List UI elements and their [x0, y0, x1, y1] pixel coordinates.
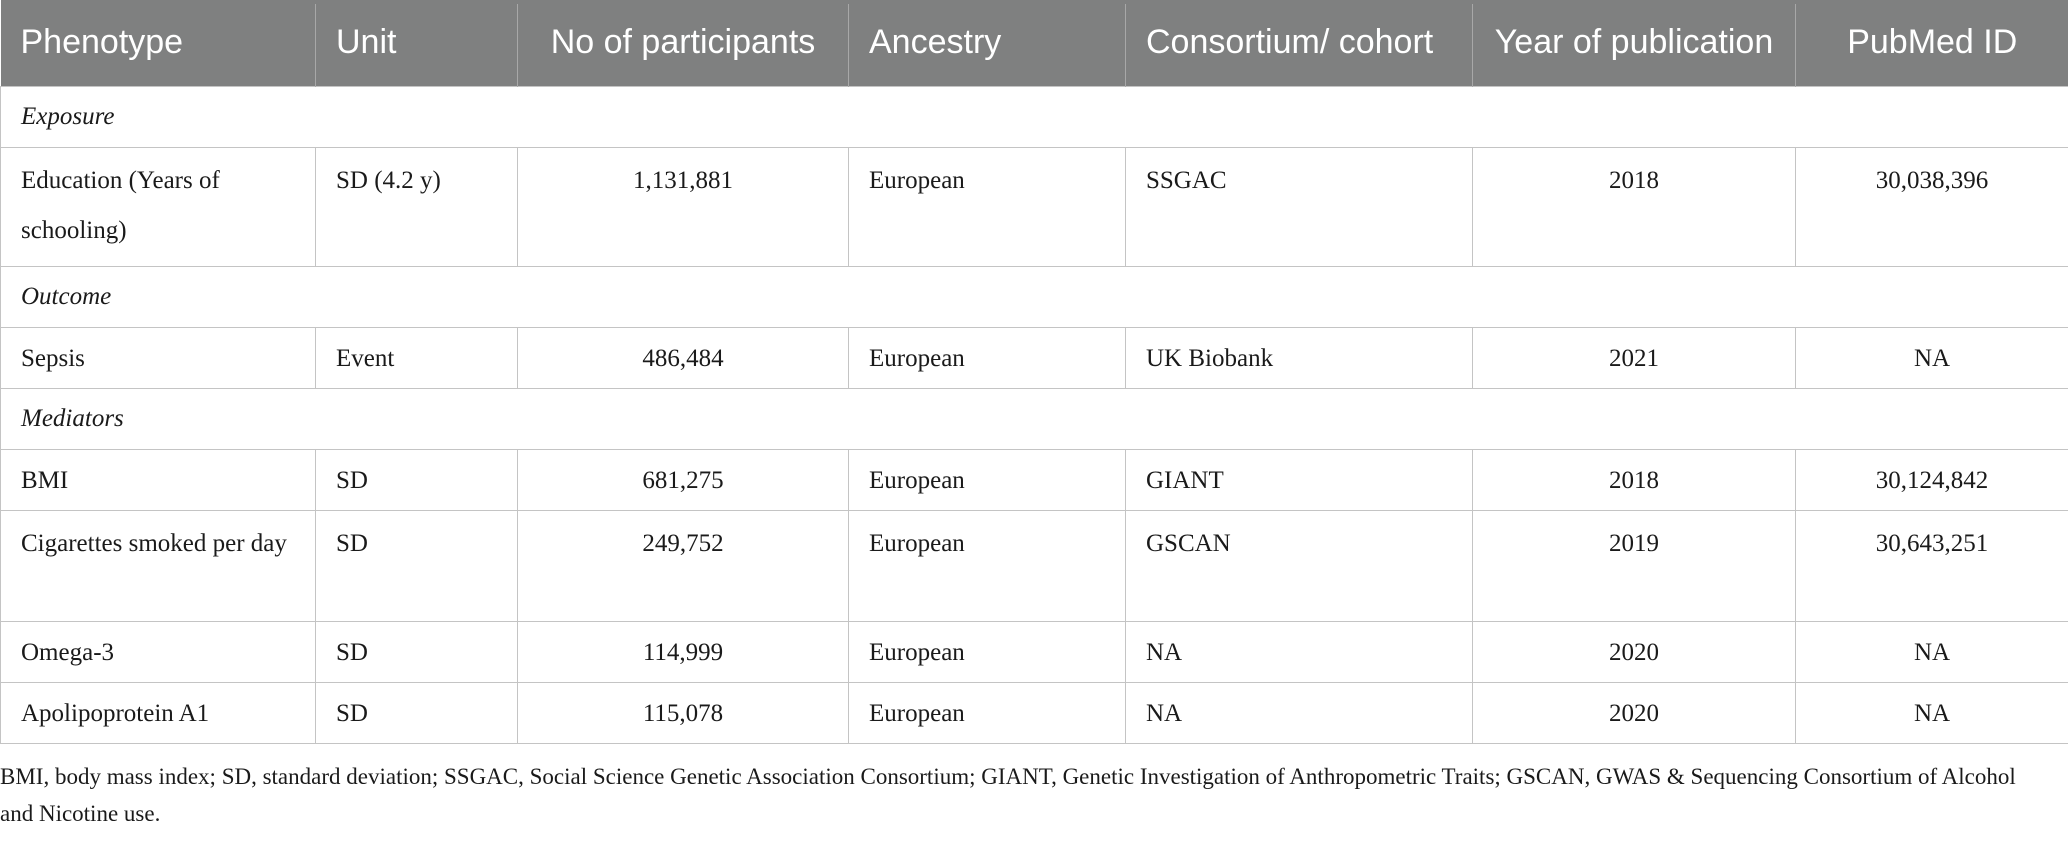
- header-pubmed: PubMed ID: [1796, 2, 2068, 86]
- header-consortium: Consortium/ cohort: [1126, 2, 1473, 86]
- cell-pubmed: NA: [1796, 327, 2068, 388]
- cell-consortium: NA: [1126, 621, 1473, 682]
- table-row: [1, 682, 2068, 743]
- cell-pubmed: 30,038,396: [1796, 147, 2068, 266]
- header-ancestry: Ancestry: [849, 2, 1126, 86]
- cell-pubmed: 30,124,842: [1796, 449, 2068, 510]
- cell-phenotype: Apolipoprotein A1: [1, 682, 316, 743]
- cell-consortium: GIANT: [1126, 449, 1473, 510]
- cell-pubmed: NA: [1796, 682, 2068, 743]
- cell-year: 2019: [1473, 510, 1796, 621]
- section-title: Exposure: [1, 86, 2068, 147]
- header-row: [1, 2, 2068, 86]
- section-row-exposure: [1, 86, 2068, 147]
- header-year: Year of publication: [1473, 2, 1796, 86]
- cell-year: 2020: [1473, 682, 1796, 743]
- cell-participants: 1,131,881: [518, 147, 849, 266]
- header-unit: Unit: [316, 2, 518, 86]
- section-row-mediators: [1, 388, 2068, 449]
- cell-pubmed: NA: [1796, 621, 2068, 682]
- section-row-outcome: [1, 266, 2068, 327]
- table-footnote: BMI, body mass index; SD, standard deviation; SSGAC, Social Science Genetic Association Consortium; GIANT, Genetic Investigation of Anthropometric Traits; GSCAN, GWAS & Sequencing Consortium of Alcohol and Nicotine use.: [0, 763, 2016, 826]
- cell-year: 2021: [1473, 327, 1796, 388]
- section-title: Outcome: [1, 266, 2068, 327]
- cell-participants: 486,484: [518, 327, 849, 388]
- cell-consortium: GSCAN: [1126, 510, 1473, 621]
- cell-phenotype: Omega-3: [1, 621, 316, 682]
- cell-ancestry: European: [849, 510, 1126, 621]
- table-row: [1, 327, 2068, 388]
- cell-year: 2020: [1473, 621, 1796, 682]
- cell-ancestry: European: [849, 327, 1126, 388]
- cell-ancestry: European: [849, 621, 1126, 682]
- cell-unit: SD: [316, 621, 518, 682]
- table-row: [1, 510, 2068, 621]
- section-title: Mediators: [1, 388, 2068, 449]
- cell-pubmed: 30,643,251: [1796, 510, 2068, 621]
- cell-phenotype: Sepsis: [1, 327, 316, 388]
- cell-consortium: SSGAC: [1126, 147, 1473, 266]
- cell-ancestry: European: [849, 449, 1126, 510]
- cell-phenotype: Education (Years of schooling): [1, 147, 316, 266]
- cell-unit: SD: [316, 510, 518, 621]
- cell-ancestry: European: [849, 682, 1126, 743]
- table-row: [1, 147, 2068, 266]
- cell-consortium: NA: [1126, 682, 1473, 743]
- cell-unit: SD: [316, 449, 518, 510]
- cell-unit: SD: [316, 682, 518, 743]
- table-row: [1, 621, 2068, 682]
- cell-year: 2018: [1473, 147, 1796, 266]
- cell-unit: SD (4.2 y): [316, 147, 518, 266]
- cell-unit: Event: [316, 327, 518, 388]
- cell-participants: 115,078: [518, 682, 849, 743]
- cell-consortium: UK Biobank: [1126, 327, 1473, 388]
- cell-participants: 681,275: [518, 449, 849, 510]
- cell-phenotype: Cigarettes smoked per day: [1, 510, 316, 621]
- cell-phenotype: BMI: [1, 449, 316, 510]
- cell-ancestry: European: [849, 147, 1126, 266]
- header-phenotype: Phenotype: [1, 2, 316, 86]
- cell-year: 2018: [1473, 449, 1796, 510]
- header-participants: No of participants: [518, 2, 849, 86]
- cell-participants: 114,999: [518, 621, 849, 682]
- cell-participants: 249,752: [518, 510, 849, 621]
- table-row: [1, 449, 2068, 510]
